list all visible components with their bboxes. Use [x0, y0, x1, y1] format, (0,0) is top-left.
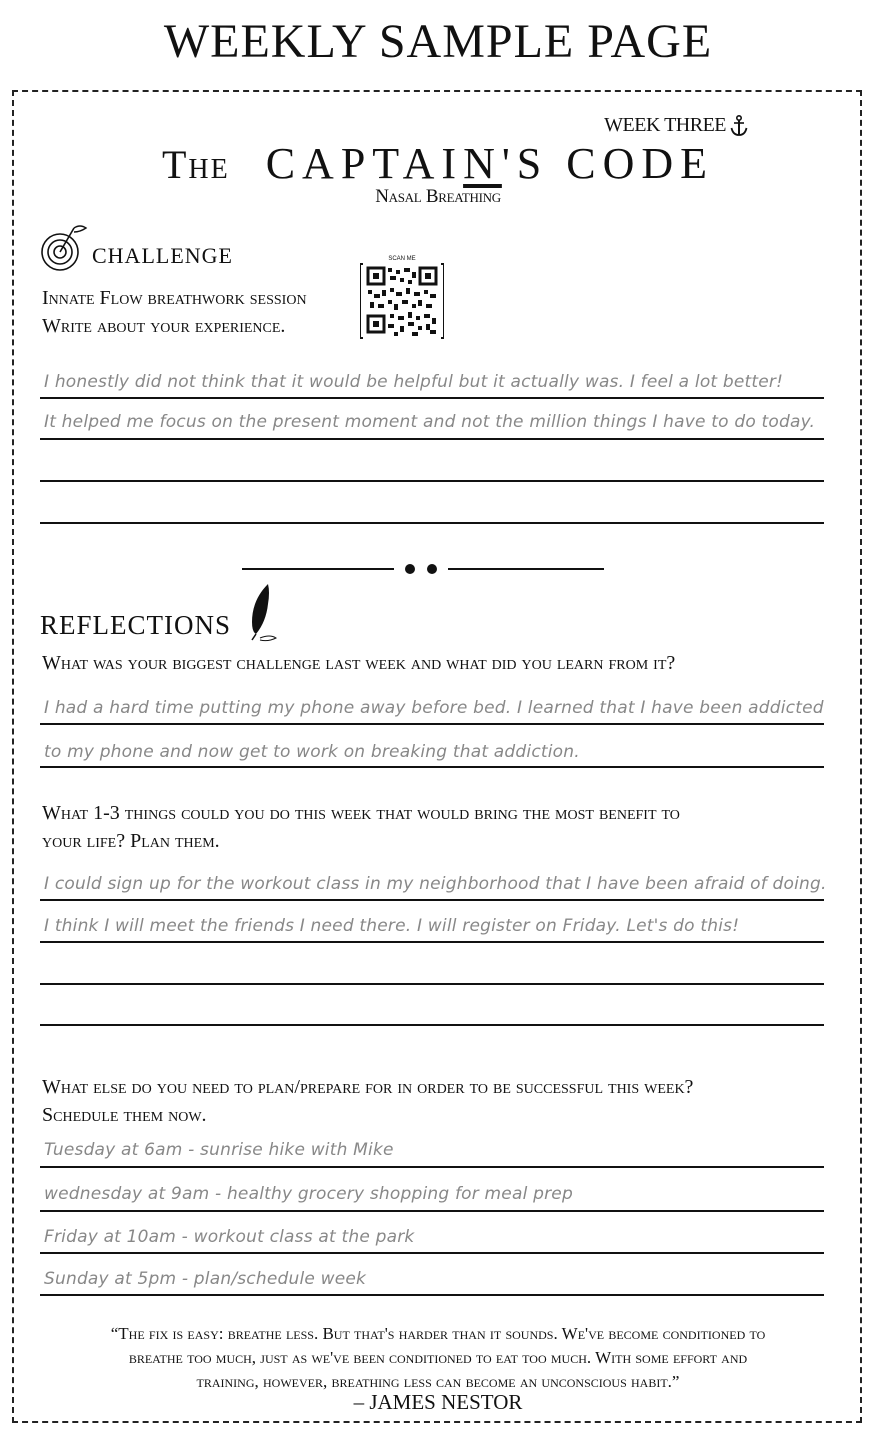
- answer-line: [40, 941, 824, 943]
- challenge-line1: Innate Flow breathwork session: [42, 287, 307, 309]
- answer-line: [40, 1294, 824, 1296]
- brand-the: The: [161, 142, 230, 187]
- target-icon: [40, 222, 90, 272]
- page-heading: WEEKLY SAMPLE PAGE: [163, 15, 713, 68]
- schedule-item-1[interactable]: Tuesday at 6am - sunrise hike with Mike: [44, 1140, 394, 1160]
- brand-pre: CAPTAI: [265, 139, 464, 188]
- quote-line-2: breathe too much, just as we've been conditioned to eat too much. With some effort and: [128, 1348, 748, 1367]
- answer-line: [40, 1210, 824, 1212]
- week-label: [604, 114, 748, 137]
- challenge-answer-1[interactable]: I honestly did not think that it would be helpful but it actually was. I feel a lot better!: [44, 372, 784, 392]
- anchor-icon: [730, 115, 748, 137]
- brand-title: [108, 138, 768, 189]
- answer-line: [40, 723, 824, 725]
- q2-answer-1[interactable]: I could sign up for the workout class in my neighborhood that I have been afraid of doing.: [44, 874, 827, 894]
- challenge-answer-2[interactable]: It helped me focus on the present moment and not the million things I have to do today.: [44, 412, 816, 432]
- quote-line-1: “The fix is easy: breathe less. But that's harder than it sounds. We've become conditioned to: [110, 1324, 766, 1343]
- answer-line[interactable]: [40, 522, 824, 524]
- quote: [22, 1322, 854, 1394]
- answer-line: [40, 766, 824, 768]
- reflection-q3-line2: Schedule them now.: [42, 1104, 207, 1126]
- answer-line: [40, 438, 824, 440]
- qr-code-graphic: [360, 262, 444, 340]
- qr-label: SCAN ME: [388, 256, 416, 262]
- brand-post: 'S CODE: [501, 139, 715, 188]
- reflection-q1: What was your biggest challenge last week and what did you learn from it?: [42, 652, 676, 674]
- quote-line-3: training, however, breathing less can become an unconscious habit.”: [196, 1372, 680, 1391]
- answer-line: [40, 1166, 824, 1168]
- reflection-q3-line1: What else do you need to plan/prepare for in order to be successful this week?: [42, 1076, 694, 1098]
- schedule-item-4[interactable]: Sunday at 5pm - plan/schedule week: [44, 1269, 367, 1289]
- section-divider: [242, 566, 604, 572]
- quote-author: – JAMES NESTOR: [353, 1390, 523, 1414]
- challenge-title: CHALLENGE: [92, 243, 233, 268]
- answer-line: [40, 899, 824, 901]
- schedule-item-2[interactable]: wednesday at 9am - healthy grocery shopping for meal prep: [44, 1184, 573, 1204]
- reflection-q2-line1: What 1-3 things could you do this week that would bring the most benefit to: [42, 802, 680, 824]
- answer-line: [40, 1252, 824, 1254]
- q2-answer-2[interactable]: I think I will meet the friends I need there. I will register on Friday. Let's do this!: [44, 916, 740, 936]
- reflection-q2-line2: your life? Plan them.: [42, 830, 220, 852]
- schedule-item-3[interactable]: Friday at 10am - workout class at the park: [44, 1227, 415, 1247]
- reflections-title: REFLECTIONS: [40, 610, 232, 640]
- q1-answer-1[interactable]: I had a hard time putting my phone away before bed. I learned that I have been addicted: [44, 698, 824, 718]
- brand-underlined: N: [463, 139, 502, 188]
- week-text: WEEK THREE: [604, 114, 726, 136]
- subtitle: Nasal Breathing: [375, 186, 501, 207]
- qr-code[interactable]: [360, 256, 444, 340]
- challenge-line2: Write about your experience.: [42, 315, 286, 337]
- answer-line: [40, 397, 824, 399]
- quill-icon: [246, 582, 282, 644]
- answer-line[interactable]: [40, 983, 824, 985]
- answer-line[interactable]: [40, 480, 824, 482]
- answer-line[interactable]: [40, 1024, 824, 1026]
- q1-answer-2[interactable]: to my phone and now get to work on breaking that addiction.: [44, 742, 580, 762]
